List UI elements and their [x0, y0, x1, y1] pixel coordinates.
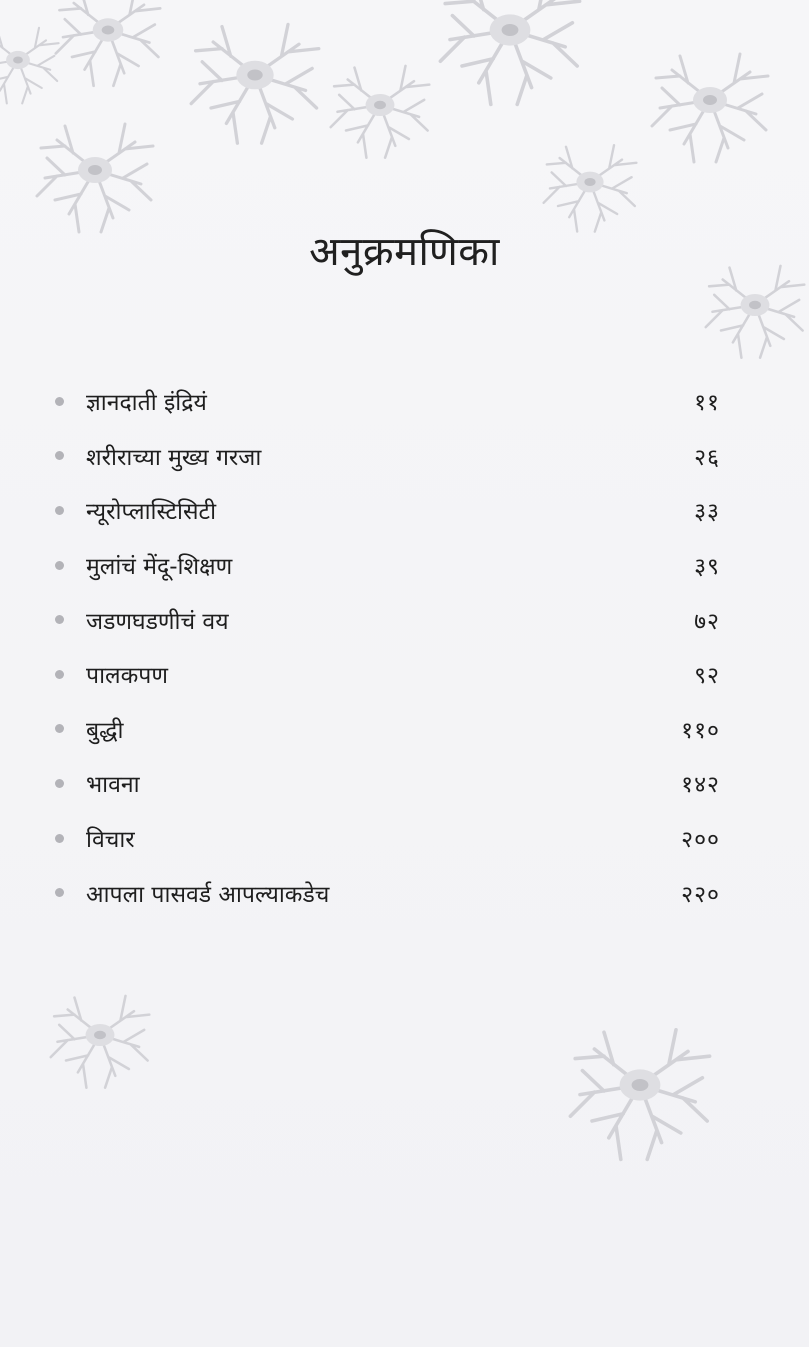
bullet-icon	[55, 670, 64, 679]
toc-entry[interactable]	[50, 538, 720, 593]
toc-entry[interactable]	[50, 647, 720, 702]
bullet-icon	[55, 724, 64, 733]
toc-entry-page: ११	[694, 390, 720, 417]
toc-entry-page: ७२	[694, 608, 720, 635]
bullet-icon	[55, 888, 64, 897]
bullet-icon	[55, 834, 64, 843]
page-title: अनुक्रमणिका	[309, 229, 500, 275]
toc-entry-page: २००	[681, 827, 720, 854]
toc-entry-label: भावना	[86, 772, 140, 799]
bullet-icon	[55, 561, 64, 570]
toc-entry[interactable]	[50, 865, 720, 920]
toc-entry[interactable]	[50, 756, 720, 811]
toc-entry-label: जडणघडणीचं वय	[86, 608, 229, 635]
toc-entry-label: न्यूरोप्लास्टिसिटी	[86, 499, 217, 526]
toc-entry[interactable]	[50, 483, 720, 538]
toc-entry[interactable]	[50, 429, 720, 484]
toc-entry-label: शरीराच्या मुख्य गरजा	[86, 444, 262, 471]
bullet-icon	[55, 779, 64, 788]
toc-entry-label: मुलांचं मेंदू-शिक्षण	[86, 554, 233, 581]
toc-entry-label: आपला पासवर्ड आपल्याकडेच	[86, 881, 330, 908]
toc-entry-page: १४२	[681, 772, 720, 799]
bullet-icon	[55, 615, 64, 624]
toc-entry-label: विचार	[86, 827, 135, 854]
toc-entry-page: २६	[694, 444, 720, 471]
toc-entry-label: पालकपण	[86, 663, 168, 690]
toc-entry-page: ११०	[681, 717, 720, 744]
toc-entry-page: ९२	[694, 663, 720, 690]
toc-entry-page: २२०	[681, 881, 720, 908]
table-of-contents	[50, 374, 720, 920]
toc-entry[interactable]	[50, 592, 720, 647]
bullet-icon	[55, 397, 64, 406]
bullet-icon	[55, 451, 64, 460]
toc-entry[interactable]	[50, 811, 720, 866]
toc-entry-page: ३३	[694, 499, 720, 526]
toc-entry-page: ३९	[694, 554, 720, 581]
toc-entry-label: ज्ञानदाती इंद्रियं	[86, 390, 207, 417]
toc-entry[interactable]	[50, 374, 720, 429]
toc-entry[interactable]	[50, 702, 720, 757]
bullet-icon	[55, 506, 64, 515]
toc-entry-label: बुद्धी	[86, 717, 124, 744]
